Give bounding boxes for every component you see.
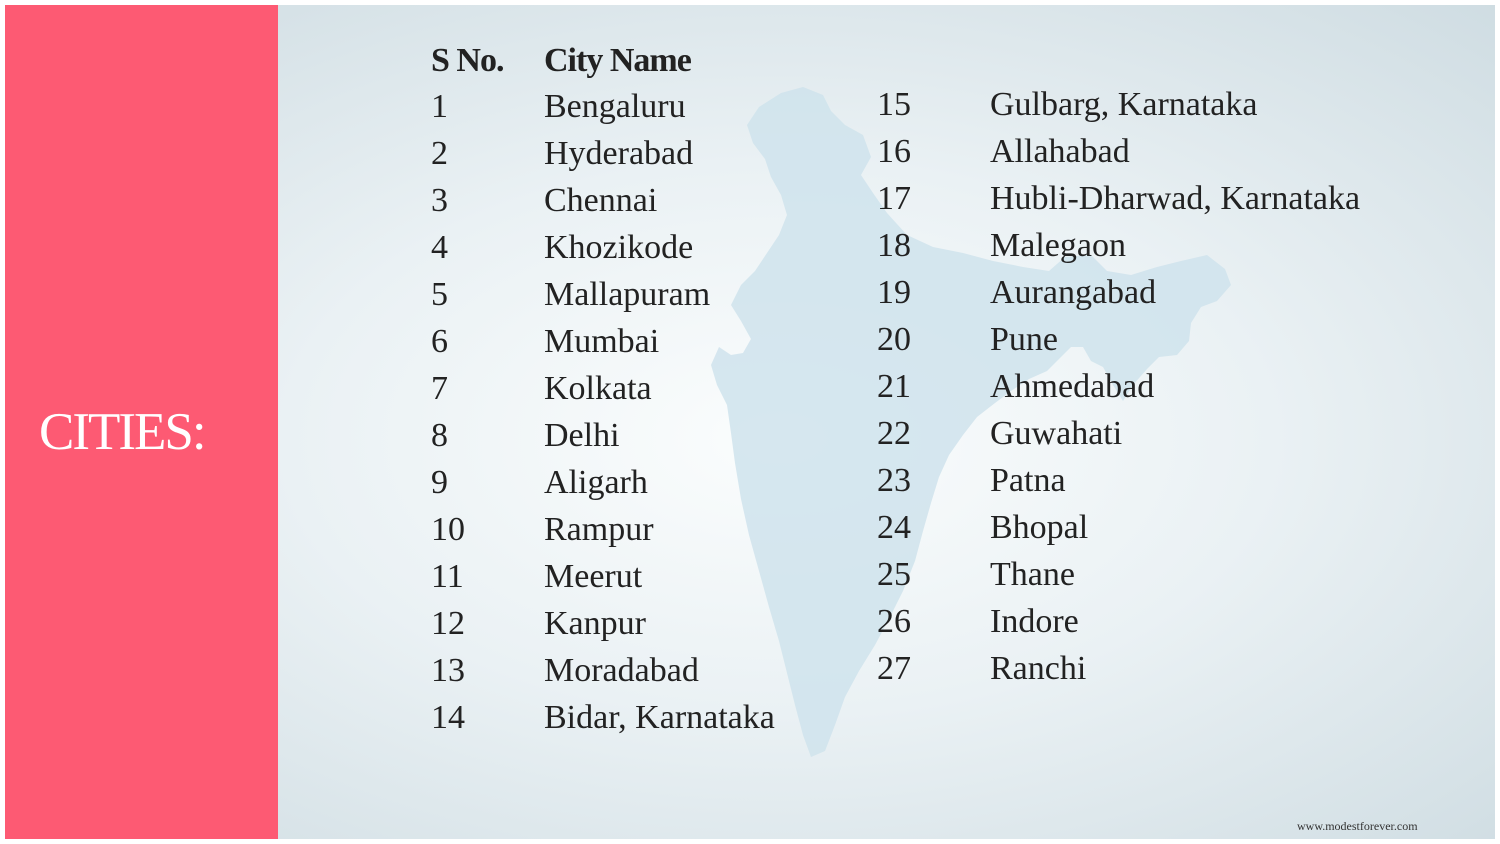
city-name: Hyderabad bbox=[544, 135, 694, 172]
city-name: Bidar, Karnataka bbox=[544, 699, 775, 736]
serial-number: 7 bbox=[431, 370, 448, 407]
slide-title: CITIES: bbox=[39, 403, 205, 461]
serial-number: 27 bbox=[877, 650, 911, 687]
city-name: Thane bbox=[990, 556, 1075, 593]
city-name: Rampur bbox=[544, 511, 654, 548]
city-name: Allahabad bbox=[990, 133, 1130, 170]
serial-number: 10 bbox=[431, 511, 465, 548]
city-name: Ranchi bbox=[990, 650, 1087, 687]
serial-number: 24 bbox=[877, 509, 911, 546]
city-name: Ahmedabad bbox=[990, 368, 1155, 405]
city-name: Malegaon bbox=[990, 227, 1126, 264]
city-name: Kolkata bbox=[544, 370, 652, 407]
serial-number: 17 bbox=[877, 180, 911, 217]
serial-number: 11 bbox=[431, 558, 464, 595]
serial-number: 23 bbox=[877, 462, 911, 499]
serial-number: 4 bbox=[431, 229, 448, 266]
serial-number: 19 bbox=[877, 274, 911, 311]
city-name: Indore bbox=[990, 603, 1079, 640]
city-name-header: City Name bbox=[544, 42, 691, 79]
serial-number: 26 bbox=[877, 603, 911, 640]
city-name: Kanpur bbox=[544, 605, 646, 642]
serial-number: 6 bbox=[431, 323, 448, 360]
serial-number: 1 bbox=[431, 88, 448, 125]
serial-number: 5 bbox=[431, 276, 448, 313]
city-name: Gulbarg, Karnataka bbox=[990, 86, 1258, 123]
serial-number: 25 bbox=[877, 556, 911, 593]
city-name: Bhopal bbox=[990, 509, 1089, 546]
city-name: Pune bbox=[990, 321, 1058, 358]
serial-number: 18 bbox=[877, 227, 911, 264]
city-name: Moradabad bbox=[544, 652, 699, 689]
city-name: Hubli-Dharwad, Karnataka bbox=[990, 180, 1361, 217]
serial-number: 20 bbox=[877, 321, 911, 358]
serial-number: 14 bbox=[431, 699, 465, 736]
serial-number: 22 bbox=[877, 415, 911, 452]
serial-number: 8 bbox=[431, 417, 448, 454]
serial-number: 2 bbox=[431, 135, 448, 172]
serial-number: 16 bbox=[877, 133, 911, 170]
serial-number: 15 bbox=[877, 86, 911, 123]
serial-number: 12 bbox=[431, 605, 465, 642]
serial-number: 21 bbox=[877, 368, 911, 405]
city-name: Mumbai bbox=[544, 323, 660, 360]
serial-number: 3 bbox=[431, 182, 448, 219]
city-name: Patna bbox=[990, 462, 1066, 499]
side-panel bbox=[5, 5, 278, 839]
slide bbox=[5, 5, 1495, 839]
website-url: www.modestforever.com bbox=[1297, 819, 1418, 833]
city-name: Guwahati bbox=[990, 415, 1123, 452]
city-name: Delhi bbox=[544, 417, 620, 454]
city-name: Khozikode bbox=[544, 229, 694, 266]
serial-number: 13 bbox=[431, 652, 465, 689]
serial-number-header: S No. bbox=[431, 42, 504, 79]
city-name: Chennai bbox=[544, 182, 658, 219]
serial-number: 9 bbox=[431, 464, 448, 501]
city-name: Mallapuram bbox=[544, 276, 711, 313]
city-name: Aligarh bbox=[544, 464, 648, 501]
city-name: Aurangabad bbox=[990, 274, 1157, 311]
city-name: Meerut bbox=[544, 558, 643, 595]
city-name: Bengaluru bbox=[544, 88, 686, 125]
